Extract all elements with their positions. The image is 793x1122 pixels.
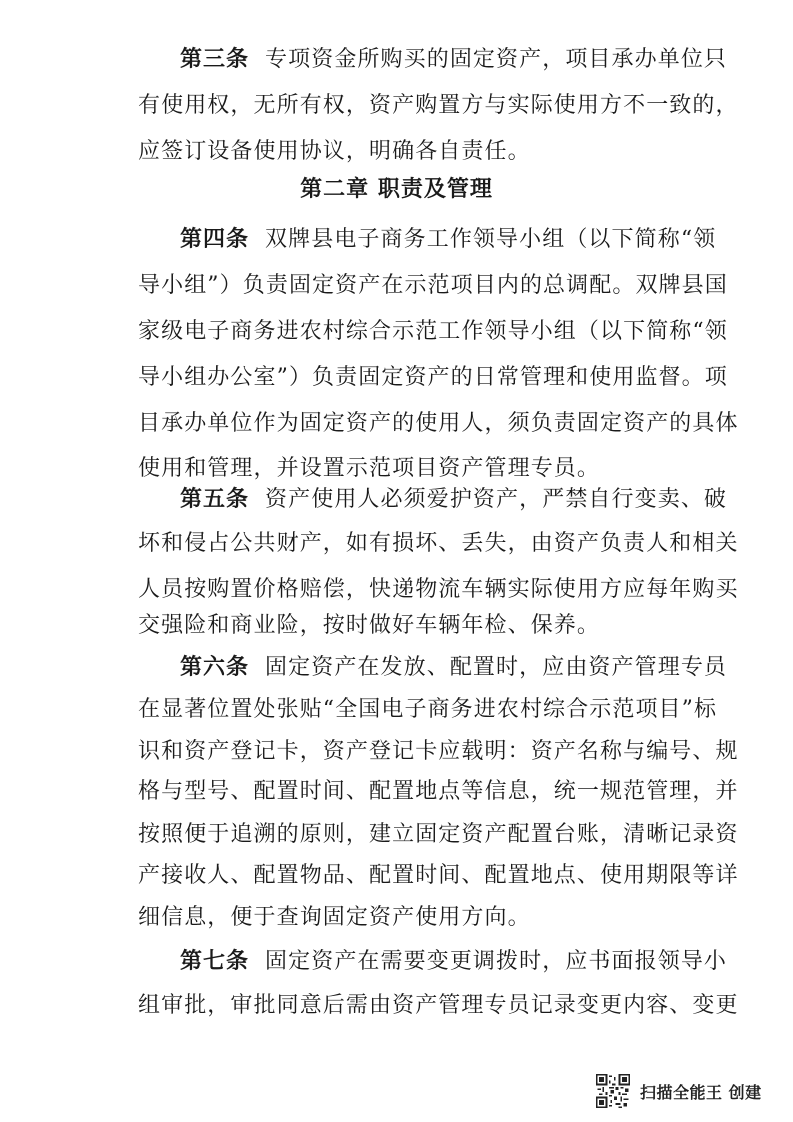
article6-line-2: 在显著位置处张贴“全国电子商务进农村综合示范项目”标 <box>138 697 718 722</box>
article5-text: 资产使用人必须爱护资产，严禁自行变卖、破 <box>265 487 728 512</box>
article7-label: 第七条 <box>180 949 250 974</box>
article6-text: 固定资产在发放、配置时，应由资产管理专员 <box>265 655 728 680</box>
article3-line-3: 应签订设备使用协议，明确各自责任。 <box>138 139 531 164</box>
article7-line-1 <box>180 948 727 976</box>
article4-line-3: 家级电子商务进农村综合示范工作领导小组（以下简称“领 <box>138 319 728 344</box>
article4-line-4: 导小组办公室”）负责固定资产的日常管理和使用监督。项 <box>138 365 728 390</box>
article5-line-3: 人员按购置价格赔偿，快递物流车辆实际使用方应每年购买 <box>138 577 739 602</box>
chapter-title: 第二章 职责及管理 <box>300 177 493 202</box>
article7-text: 固定资产在需要变更调拨时，应书面报领导小 <box>265 949 728 974</box>
article5-label: 第五条 <box>180 487 250 512</box>
article4-line-2: 导小组”）负责固定资产在示范项目内的总调配。双牌县国 <box>138 273 728 298</box>
article4-text: 双牌县电子商务工作领导小组（以下简称“领 <box>265 227 717 252</box>
article6-line-7: 细信息，便于查询固定资产使用方向。 <box>138 905 531 930</box>
article6-line-4: 格与型号、配置时间、配置地点等信息，统一规范管理，并 <box>138 779 739 804</box>
article6-line-1 <box>180 654 727 682</box>
article4-label: 第四条 <box>180 227 250 252</box>
article6-line-5: 按照便于追溯的原则，建立固定资产配置台账，清晰记录资 <box>138 822 739 847</box>
article5-line-1 <box>180 486 727 514</box>
article6-label: 第六条 <box>180 655 250 680</box>
article7-line-2: 组审批，审批同意后需由资产管理专员记录变更内容、变更 <box>138 993 739 1018</box>
watermark-text: 扫描全能王 创建 <box>640 1082 762 1102</box>
article3-line-1 <box>180 46 727 74</box>
qr-code-icon <box>596 1074 630 1108</box>
article4-line-1 <box>180 226 716 254</box>
article5-line-4: 交强险和商业险，按时做好车辆年检、保养。 <box>138 613 601 638</box>
article4-line-5: 目承办单位作为固定资产的使用人，须负责固定资产的具体 <box>138 411 739 436</box>
scanner-watermark <box>596 1073 762 1109</box>
article3-line-2: 有使用权，无所有权，资产购置方与实际使用方不一致的， <box>138 93 739 118</box>
article5-line-2: 坏和侵占公共财产，如有损坏、丢失，由资产负责人和相关 <box>138 531 739 556</box>
article3-text: 专项资金所购买的固定资产，项目承办单位只 <box>265 47 728 72</box>
article6-line-3: 识和资产登记卡，资产登记卡应载明：资产名称与编号、规 <box>138 739 739 764</box>
article6-line-6: 产接收人、配置物品、配置时间、配置地点、使用期限等详 <box>138 863 739 888</box>
article4-line-6: 使用和管理，并设置示范项目资产管理专员。 <box>138 456 601 481</box>
article3-label: 第三条 <box>180 47 250 72</box>
